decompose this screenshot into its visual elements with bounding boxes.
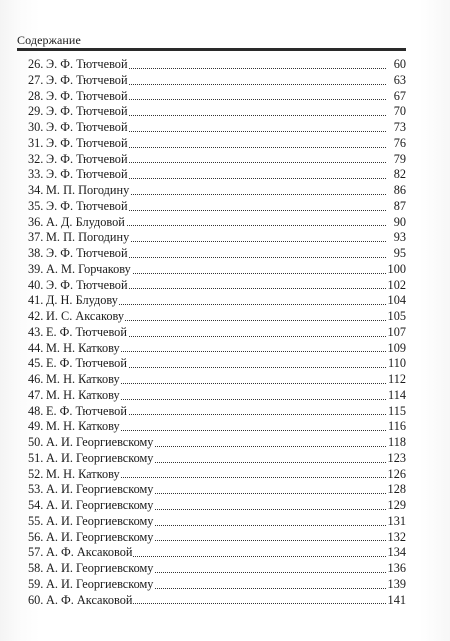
entry-page-number: 102 (387, 277, 406, 292)
entry-number: 49. (28, 419, 44, 434)
entry-page-number: 90 (393, 214, 406, 229)
entry-page-number: 123 (387, 450, 406, 465)
entry-addressee: Э. Ф. Тютчевой (46, 135, 128, 150)
entry-addressee: А. И. Георгиевскому (46, 576, 154, 591)
entry-number: 48. (28, 403, 44, 418)
entry-number: 56. (28, 529, 44, 544)
entry-page-number: 105 (387, 309, 406, 323)
entry-number: 35. (28, 198, 44, 213)
entry-addressee: М. П. Погодину (46, 230, 130, 245)
entry-addressee: М. Н. Каткову (46, 340, 120, 355)
entry-addressee: Э. Ф. Тютчевой (46, 246, 128, 260)
toc-entry[interactable] (28, 561, 406, 577)
entry-number: 38. (28, 246, 44, 260)
entry-addressee: А. Ф. Аксаковой (46, 545, 133, 560)
entry-page-number: 141 (387, 592, 406, 607)
toc-entry[interactable] (28, 278, 406, 294)
entry-page-number: 70 (393, 104, 406, 119)
entry-page-number: 60 (393, 57, 406, 71)
entry-number: 59. (28, 576, 44, 591)
entry-addressee: М. Н. Каткову (46, 387, 120, 402)
entry-addressee: Э. Ф. Тютчевой (46, 120, 128, 134)
entry-page-number: 100 (387, 261, 406, 276)
entry-number: 31. (28, 135, 44, 150)
entry-page-number: 112 (388, 372, 406, 386)
entry-addressee: А. И. Георгиевскому (46, 498, 154, 512)
entry-addressee: Э. Ф. Тютчевой (46, 104, 128, 119)
toc-entry[interactable] (28, 530, 406, 546)
entry-number: 33. (28, 167, 44, 182)
toc-entry[interactable] (28, 545, 406, 561)
entry-number: 51. (28, 450, 44, 465)
entry-page-number: 82 (393, 167, 406, 182)
entry-number: 54. (28, 498, 44, 512)
toc-entry[interactable] (28, 435, 406, 451)
header-rule (17, 48, 406, 51)
entry-page-number: 86 (393, 183, 406, 197)
entry-page-number: 110 (388, 356, 406, 371)
entry-number: 45. (28, 356, 44, 371)
toc-entry[interactable] (28, 372, 406, 388)
entry-addressee: Д. Н. Блудову (46, 293, 118, 308)
entry-number: 58. (28, 561, 44, 575)
entry-addressee: А. И. Георгиевскому (46, 482, 154, 497)
entry-number: 40. (28, 277, 44, 292)
toc-entry[interactable] (28, 73, 406, 89)
entry-number: 27. (28, 72, 44, 87)
toc-entry[interactable] (28, 498, 406, 514)
toc-entry[interactable] (28, 57, 406, 73)
entry-addressee: М. Н. Каткову (46, 466, 120, 481)
entry-number: 39. (28, 261, 44, 276)
entry-addressee: Э. Ф. Тютчевой (46, 277, 128, 292)
entry-number: 57. (28, 545, 44, 560)
entry-page-number: 118 (388, 435, 406, 449)
entry-addressee: А. Ф. Аксаковой (46, 592, 133, 607)
toc-entry[interactable] (28, 593, 406, 609)
entry-addressee: М. Н. Каткову (46, 372, 120, 386)
entry-number: 36. (28, 214, 44, 229)
entry-number: 42. (28, 309, 44, 323)
entry-addressee: И. С. Аксакову (46, 309, 125, 323)
toc-entry[interactable] (28, 309, 406, 325)
toc-entry[interactable] (28, 451, 406, 467)
toc-entry[interactable] (28, 404, 406, 420)
entry-number: 37. (28, 230, 44, 245)
entry-page-number: 136 (387, 561, 406, 575)
entry-page-number: 63 (393, 72, 406, 87)
entry-page-number: 87 (393, 198, 406, 213)
entry-number: 30. (28, 120, 44, 134)
entry-page-number: 79 (393, 151, 406, 166)
toc-entry[interactable] (28, 514, 406, 530)
entry-addressee: Е. Ф. Тютчевой (46, 356, 127, 371)
toc-entry[interactable] (28, 104, 406, 120)
entry-addressee: Э. Ф. Тютчевой (46, 88, 128, 103)
toc-entry[interactable] (28, 467, 406, 483)
entry-number: 32. (28, 151, 44, 166)
entry-addressee: Э. Ф. Тютчевой (46, 167, 128, 182)
entry-number: 43. (28, 324, 44, 339)
entry-number: 46. (28, 372, 44, 386)
entry-number: 60. (28, 592, 44, 607)
entry-page-number: 109 (387, 340, 406, 355)
entry-page-number: 95 (393, 246, 406, 260)
entry-addressee: Е. Ф. Тютчевой (46, 324, 127, 339)
entry-number: 29. (28, 104, 44, 119)
toc-entry[interactable] (28, 199, 406, 215)
entry-page-number: 134 (387, 545, 406, 560)
toc-entry[interactable] (28, 120, 406, 136)
entry-page-number: 126 (387, 466, 406, 481)
entry-page-number: 93 (393, 230, 406, 245)
entry-addressee: А. М. Горчакову (46, 261, 131, 276)
toc-entry[interactable] (28, 246, 406, 262)
entry-addressee: Э. Ф. Тютчевой (46, 72, 128, 87)
entry-page-number: 73 (393, 120, 406, 134)
entry-addressee: А. И. Георгиевскому (46, 529, 154, 544)
running-header: Содержание (17, 33, 81, 47)
entry-page-number: 107 (387, 324, 406, 339)
entry-number: 55. (28, 513, 44, 528)
entry-addressee: М. П. Погодину (46, 183, 130, 197)
entry-addressee: А. И. Георгиевскому (46, 513, 154, 528)
entry-number: 44. (28, 340, 44, 355)
entry-addressee: А. И. Георгиевскому (46, 561, 154, 575)
toc-entry[interactable] (28, 230, 406, 246)
entry-page-number: 114 (388, 387, 406, 402)
toc-entry[interactable] (28, 293, 406, 309)
toc-entry[interactable] (28, 341, 406, 357)
entry-number: 34. (28, 183, 44, 197)
entry-page-number: 139 (387, 576, 406, 591)
toc-entry[interactable] (28, 388, 406, 404)
entry-page-number: 116 (388, 419, 406, 434)
toc-entry[interactable] (28, 89, 406, 105)
entry-number: 26. (28, 57, 44, 71)
entry-page-number: 131 (387, 513, 406, 528)
entry-addressee: Э. Ф. Тютчевой (46, 198, 128, 213)
entry-number: 53. (28, 482, 44, 497)
entry-page-number: 76 (393, 135, 406, 150)
entry-addressee: Е. Ф. Тютчевой (46, 403, 127, 418)
toc-entry[interactable] (28, 356, 406, 372)
entry-addressee: А. Д. Блудовой (46, 214, 125, 229)
toc-entry[interactable] (28, 136, 406, 152)
toc-entry[interactable] (28, 482, 406, 498)
entry-page-number: 67 (393, 88, 406, 103)
entry-addressee: Э. Ф. Тютчевой (46, 151, 128, 166)
toc-entry[interactable] (28, 183, 406, 199)
entry-page-number: 129 (387, 498, 406, 512)
entry-number: 52. (28, 466, 44, 481)
toc-entry[interactable] (28, 215, 406, 231)
entry-page-number: 115 (388, 403, 406, 418)
entry-addressee: А. И. Георгиевскому (46, 435, 154, 449)
entry-page-number: 128 (387, 482, 406, 497)
entry-number: 47. (28, 387, 44, 402)
toc-entry[interactable] (28, 167, 406, 183)
toc-entry[interactable] (28, 152, 406, 168)
toc-entry[interactable] (28, 419, 406, 435)
entry-addressee: М. Н. Каткову (46, 419, 120, 434)
entry-number: 28. (28, 88, 44, 103)
entry-addressee: А. И. Георгиевскому (46, 450, 154, 465)
entry-page-number: 132 (387, 529, 406, 544)
table-of-contents (28, 57, 406, 608)
entry-page-number: 104 (387, 293, 406, 308)
toc-entry[interactable] (28, 325, 406, 341)
entry-number: 41. (28, 293, 44, 308)
entry-number: 50. (28, 435, 44, 449)
toc-entry[interactable] (28, 577, 406, 593)
toc-entry[interactable] (28, 262, 406, 278)
entry-addressee: Э. Ф. Тютчевой (46, 57, 128, 71)
